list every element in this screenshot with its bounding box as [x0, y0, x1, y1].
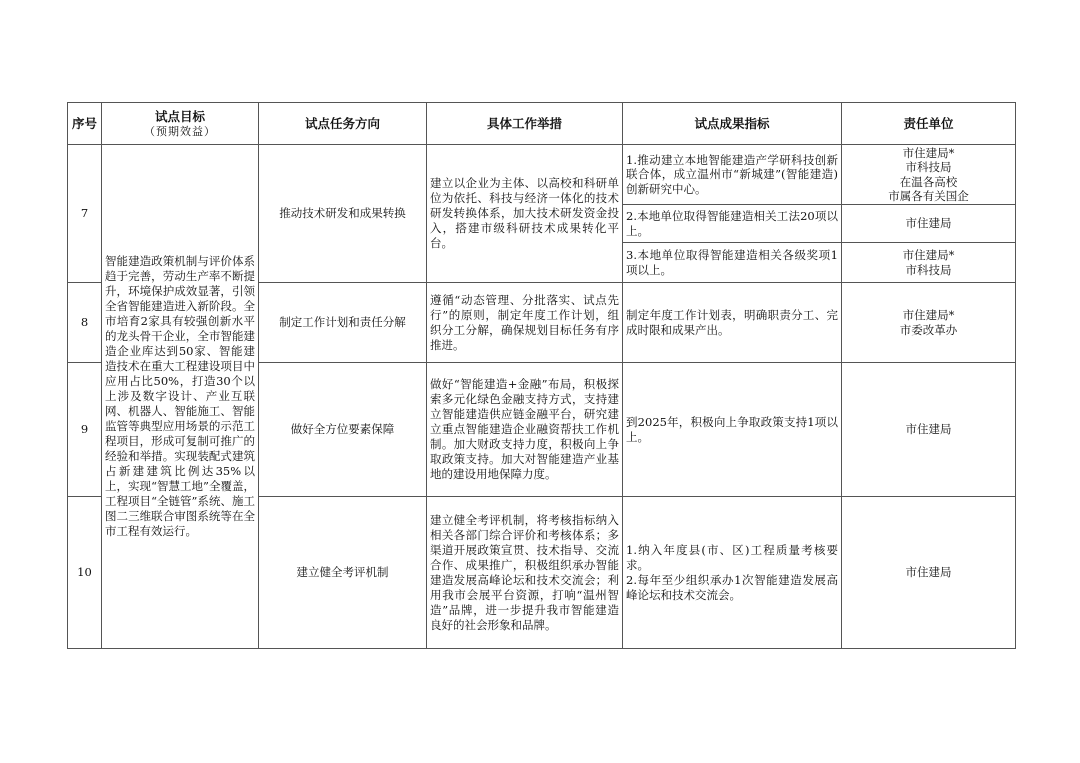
responsible-unit: 市科技局	[905, 262, 952, 277]
row-8-measures: 遵循“动态管理、分批落实、试点先行”的原则，制定年度工作计划，组织分工分解，确保规划目标任务有序推进。	[427, 283, 623, 363]
row-10-index: 10	[68, 497, 102, 649]
row-9-measures: 做好“智能建造+金融”布局，积极探索多元化绿色金融支持方式，支持建立智能建造供应链金融平台，研究建立重点智能建造企业融资帮扶工作机制。加大财政支持力度，积极向上争取政策支持。加大对智能建造产业基地的建设用地保障力度。	[427, 363, 623, 497]
responsible-unit: 市委改革办	[899, 322, 958, 337]
row-7-measures: 建立以企业为主体、以高校和科研单位为依托、科技与经济一体化的技术研发转换体系，加大技术研发资金投入，搭建市级科研技术成果转化平台。	[427, 145, 623, 283]
table-row-7a	[68, 145, 1016, 205]
row-10-measures: 建立健全考评机制，将考核指标纳入相关各部门综合评价和考核体系；多渠道开展政策宣贯、技术指导、交流合作、成果推广，积极组织承办智能建造发展高峰论坛和技术交流会；利用我市会展平台资源，打响“温州智造”品牌，进一步提升我市智能建造良好的社会形象和品牌。	[427, 497, 623, 649]
row-7-responsible-1	[842, 145, 1016, 205]
row-8-index: 8	[68, 283, 102, 363]
row-7-indicator-3: 3.本地单位取得智能建造相关各级奖项1项以上。	[623, 243, 842, 283]
row-9-direction: 做好全方位要素保障	[259, 363, 427, 497]
header-indicators: 试点成果指标	[623, 103, 842, 145]
header-goal	[102, 103, 259, 145]
row-7-direction: 推动技术研发和成果转换	[259, 145, 427, 283]
row-9-responsible: 市住建局	[842, 363, 1016, 497]
row-9-index: 9	[68, 363, 102, 497]
row-8-responsible	[842, 283, 1016, 363]
responsible-unit: 市科技局	[905, 160, 952, 175]
responsible-unit: 市住建局*	[902, 307, 955, 322]
header-goal-subtitle: （预期效益）	[144, 124, 216, 138]
responsible-unit: 市住建局*	[902, 247, 955, 262]
header-responsible: 责任单位	[842, 103, 1016, 145]
row-10-responsible: 市住建局	[842, 497, 1016, 649]
row-9-indicator: 到2025年，积极向上争取政策支持1项以上。	[623, 363, 842, 497]
responsible-unit: 市住建局*	[902, 145, 955, 160]
row-8-direction: 制定工作计划和责任分解	[259, 283, 427, 363]
header-row	[68, 103, 1016, 145]
header-index: 序号	[68, 103, 102, 145]
header-direction: 试点任务方向	[259, 103, 427, 145]
row-7-indicator-2: 2.本地单位取得智能建造相关工法20项以上。	[623, 205, 842, 243]
row-7-index: 7	[68, 145, 102, 283]
header-measures: 具体工作举措	[427, 103, 623, 145]
row-10-direction: 建立健全考评机制	[259, 497, 427, 649]
row-7-indicator-1: 1.推动建立本地智能建造产学研科技创新联合体，成立温州市“新城建”(智能建造)创新研究中心。	[623, 145, 842, 205]
pilot-task-table	[67, 102, 1016, 649]
row-7-responsible-2: 市住建局	[842, 205, 1016, 243]
goal-cell: 智能建造政策机制与评价体系趋于完善，劳动生产率不断提升，环境保护成效显著，引领全省智能建造进入新阶段。全市培育2家具有较强创新水平的龙头骨干企业，全市智能建造企业库达到50家、智能建造技术在重大工程建设项目中应用占比50%，打造30个以上涉及数字设计、产业互联网、机器人、智能施工、智能监管等典型应用场景的示范工程项目，形成可复制可推广的经验和举措。实现装配式建筑占新建建筑比例达35%以上，实现“智慧工地”全覆盖，工程项目“全链管”系统、施工图二三维联合审图系统等在全市工程有效运行。	[102, 145, 259, 649]
responsible-unit: 在温各高校	[899, 174, 958, 189]
responsible-unit: 市属各有关国企	[888, 188, 969, 203]
header-goal-title: 试点目标	[154, 108, 205, 124]
row-7-responsible-3	[842, 243, 1016, 283]
row-8-indicator: 制定年度工作计划表，明确职责分工、完成时限和成果产出。	[623, 283, 842, 363]
row-10-indicator: 1.纳入年度县(市、区)工程质量考核要求。 2.每年至少组织承办1次智能建造发展高峰论坛和技术交流会。	[623, 497, 842, 649]
